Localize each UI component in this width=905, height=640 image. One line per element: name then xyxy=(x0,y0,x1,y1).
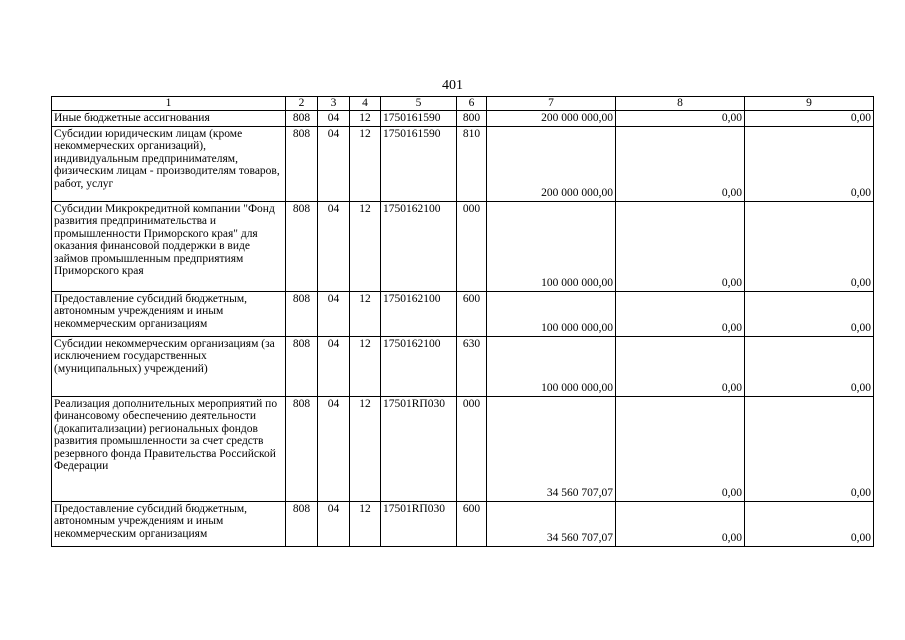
cell-amount-1: 100 000 000,00 xyxy=(487,201,616,291)
cell-admin-code: 808 xyxy=(286,201,318,291)
cell-amount-3: 0,00 xyxy=(745,291,874,336)
cell-amount-3: 0,00 xyxy=(745,501,874,546)
cell-section: 04 xyxy=(318,291,350,336)
cell-section: 04 xyxy=(318,396,350,501)
page-number: 401 xyxy=(442,78,463,93)
table-row xyxy=(52,336,874,396)
cell-admin-code: 808 xyxy=(286,111,318,127)
cell-subsection: 12 xyxy=(350,336,381,396)
cell-subsection: 12 xyxy=(350,111,381,127)
budget-table xyxy=(51,96,874,547)
cell-admin-code: 808 xyxy=(286,336,318,396)
cell-amount-2: 0,00 xyxy=(616,111,745,127)
cell-amount-3: 0,00 xyxy=(745,201,874,291)
cell-target-article: 17501RП030 xyxy=(381,396,457,501)
cell-section: 04 xyxy=(318,111,350,127)
cell-amount-3: 0,00 xyxy=(745,336,874,396)
cell-amount-2: 0,00 xyxy=(616,126,745,201)
cell-amount-3: 0,00 xyxy=(745,396,874,501)
cell-amount-1: 200 000 000,00 xyxy=(487,126,616,201)
cell-amount-1: 200 000 000,00 xyxy=(487,111,616,127)
cell-section: 04 xyxy=(318,201,350,291)
cell-amount-2: 0,00 xyxy=(616,336,745,396)
row-name: Предоставление субсидий бюджетным, автономным учреждениям и иным некоммерческим организациям xyxy=(52,291,286,336)
cell-admin-code: 808 xyxy=(286,126,318,201)
column-header: 4 xyxy=(350,97,381,111)
cell-expense-type: 630 xyxy=(457,336,487,396)
cell-subsection: 12 xyxy=(350,126,381,201)
cell-expense-type: 600 xyxy=(457,291,487,336)
column-header: 8 xyxy=(616,97,745,111)
column-header: 5 xyxy=(381,97,457,111)
cell-admin-code: 808 xyxy=(286,396,318,501)
cell-amount-2: 0,00 xyxy=(616,501,745,546)
header-row xyxy=(52,97,874,111)
cell-amount-3: 0,00 xyxy=(745,126,874,201)
cell-expense-type: 000 xyxy=(457,201,487,291)
cell-amount-1: 100 000 000,00 xyxy=(487,291,616,336)
cell-admin-code: 808 xyxy=(286,501,318,546)
table-row xyxy=(52,111,874,127)
cell-subsection: 12 xyxy=(350,501,381,546)
cell-amount-2: 0,00 xyxy=(616,396,745,501)
cell-expense-type: 810 xyxy=(457,126,487,201)
cell-target-article: 1750161590 xyxy=(381,126,457,201)
table-row xyxy=(52,126,874,201)
row-name: Иные бюджетные ассигнования xyxy=(52,111,286,127)
table-row xyxy=(52,201,874,291)
cell-target-article: 1750162100 xyxy=(381,336,457,396)
row-name: Субсидии Микрокредитной компании "Фонд развития предпринимательства и промышленности Приморского края" для оказания финансовой поддержки в виде займов промышленным предприятиям Приморского края xyxy=(52,201,286,291)
cell-section: 04 xyxy=(318,336,350,396)
cell-section: 04 xyxy=(318,126,350,201)
row-name: Субсидии юридическим лицам (кроме некоммерческих организаций), индивидуальным предпринимателям, физическим лицам - производителям товаров, работ, услуг xyxy=(52,126,286,201)
column-header: 9 xyxy=(745,97,874,111)
cell-amount-1: 34 560 707,07 xyxy=(487,501,616,546)
cell-expense-type: 800 xyxy=(457,111,487,127)
table-row xyxy=(52,291,874,336)
cell-amount-1: 100 000 000,00 xyxy=(487,336,616,396)
cell-expense-type: 600 xyxy=(457,501,487,546)
column-header: 7 xyxy=(487,97,616,111)
cell-amount-1: 34 560 707,07 xyxy=(487,396,616,501)
column-header: 1 xyxy=(52,97,286,111)
cell-section: 04 xyxy=(318,501,350,546)
cell-target-article: 1750161590 xyxy=(381,111,457,127)
row-name: Реализация дополнительных мероприятий по финансовому обеспечению деятельности (докапитализации) региональных фондов развития промышленности за счет средств резервного фонда Правительства Российской Федерации xyxy=(52,396,286,501)
column-header: 2 xyxy=(286,97,318,111)
cell-subsection: 12 xyxy=(350,291,381,336)
column-header: 6 xyxy=(457,97,487,111)
row-name: Субсидии некоммерческим организациям (за исключением государственных (муниципальных) учреждений) xyxy=(52,336,286,396)
cell-expense-type: 000 xyxy=(457,396,487,501)
cell-subsection: 12 xyxy=(350,396,381,501)
cell-amount-2: 0,00 xyxy=(616,201,745,291)
cell-target-article: 1750162100 xyxy=(381,201,457,291)
cell-amount-2: 0,00 xyxy=(616,291,745,336)
cell-target-article: 17501RП030 xyxy=(381,501,457,546)
cell-amount-3: 0,00 xyxy=(745,111,874,127)
column-header: 3 xyxy=(318,97,350,111)
cell-admin-code: 808 xyxy=(286,291,318,336)
table-row xyxy=(52,501,874,546)
table-row xyxy=(52,396,874,501)
cell-subsection: 12 xyxy=(350,201,381,291)
row-name: Предоставление субсидий бюджетным, автономным учреждениям и иным некоммерческим организациям xyxy=(52,501,286,546)
cell-target-article: 1750162100 xyxy=(381,291,457,336)
